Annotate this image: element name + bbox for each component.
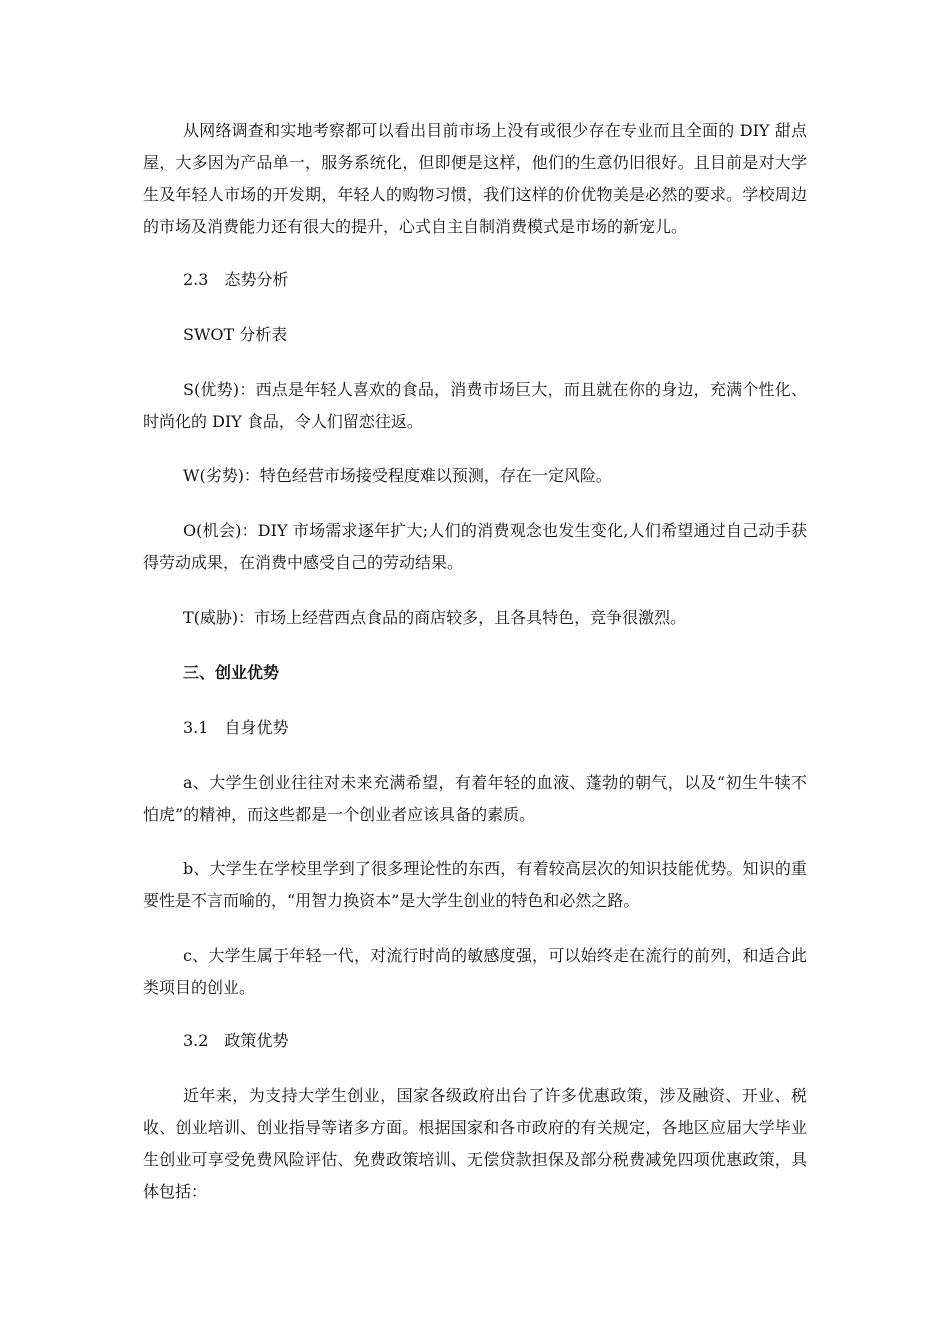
swot-opportunities: O(机会)：DIY 市场需求逐年扩大;人们的消费观念也发生变化,人们希望通过自己动手获得劳动成果，在消费中感受自己的劳动结果。: [143, 521, 807, 572]
swot-weaknesses: W(劣势)：特色经营市场接受程度难以预测，存在一定风险。: [183, 466, 612, 485]
heading-2-3: 2.3 态势分析: [183, 270, 289, 289]
advantage-a: a、大学生创业往往对未来充满希望，有着年轻的血液、蓬勃的朝气，以及“初生牛犊不怕虎”的精神，而这些都是一个创业者应该具备的素质。: [143, 773, 807, 824]
market-paragraph: 从网络调查和实地考察都可以看出目前市场上没有或很少存在专业而且全面的 DIY 甜点屋，大多因为产品单一，服务系统化，但即便是这样，他们的生意仍旧很好。且目前是对大学生及年轻人市场的开发期，年轻人的购物习惯，我们这样的价优物美是必然的要求。学校周边的市场及消费能力还有很大的提升，心式自主自制消费模式是市场的新宠儿。: [143, 121, 807, 236]
swot-strengths: S(优势)：西点是年轻人喜欢的食品，消费市场巨大，而且就在你的身边，充满个性化、时尚化的 DIY 食品，令人们留恋往返。: [143, 380, 807, 431]
swot-table-title: SWOT 分析表: [183, 325, 288, 344]
heading-3-1: 3.1 自身优势: [183, 718, 289, 737]
swot-threats: T(威胁)：市场上经营西点食品的商店较多，且各具特色，竞争很激烈。: [183, 608, 687, 627]
policy-paragraph: 近年来，为支持大学生创业，国家各级政府出台了许多优惠政策，涉及融资、开业、税收、创业培训、创业指导等诸多方面。根据国家和各市政府的有关规定，各地区应届大学毕业生创业可享受免费风险评估、免费政策培训、无偿贷款担保及部分税费减免四项优惠政策，具体包括：: [143, 1086, 807, 1201]
advantage-c: c、大学生属于年轻一代，对流行时尚的敏感度强，可以始终走在流行的前列，和适合此类项目的创业。: [143, 946, 807, 997]
heading-3-2: 3.2 政策优势: [183, 1031, 289, 1050]
section-3-heading: 三、创业优势: [183, 663, 280, 682]
advantage-b: b、大学生在学校里学到了很多理论性的东西，有着较高层次的知识技能优势。知识的重要性是不言而喻的，“用智力换资本”是大学生创业的特色和必然之路。: [143, 859, 807, 910]
